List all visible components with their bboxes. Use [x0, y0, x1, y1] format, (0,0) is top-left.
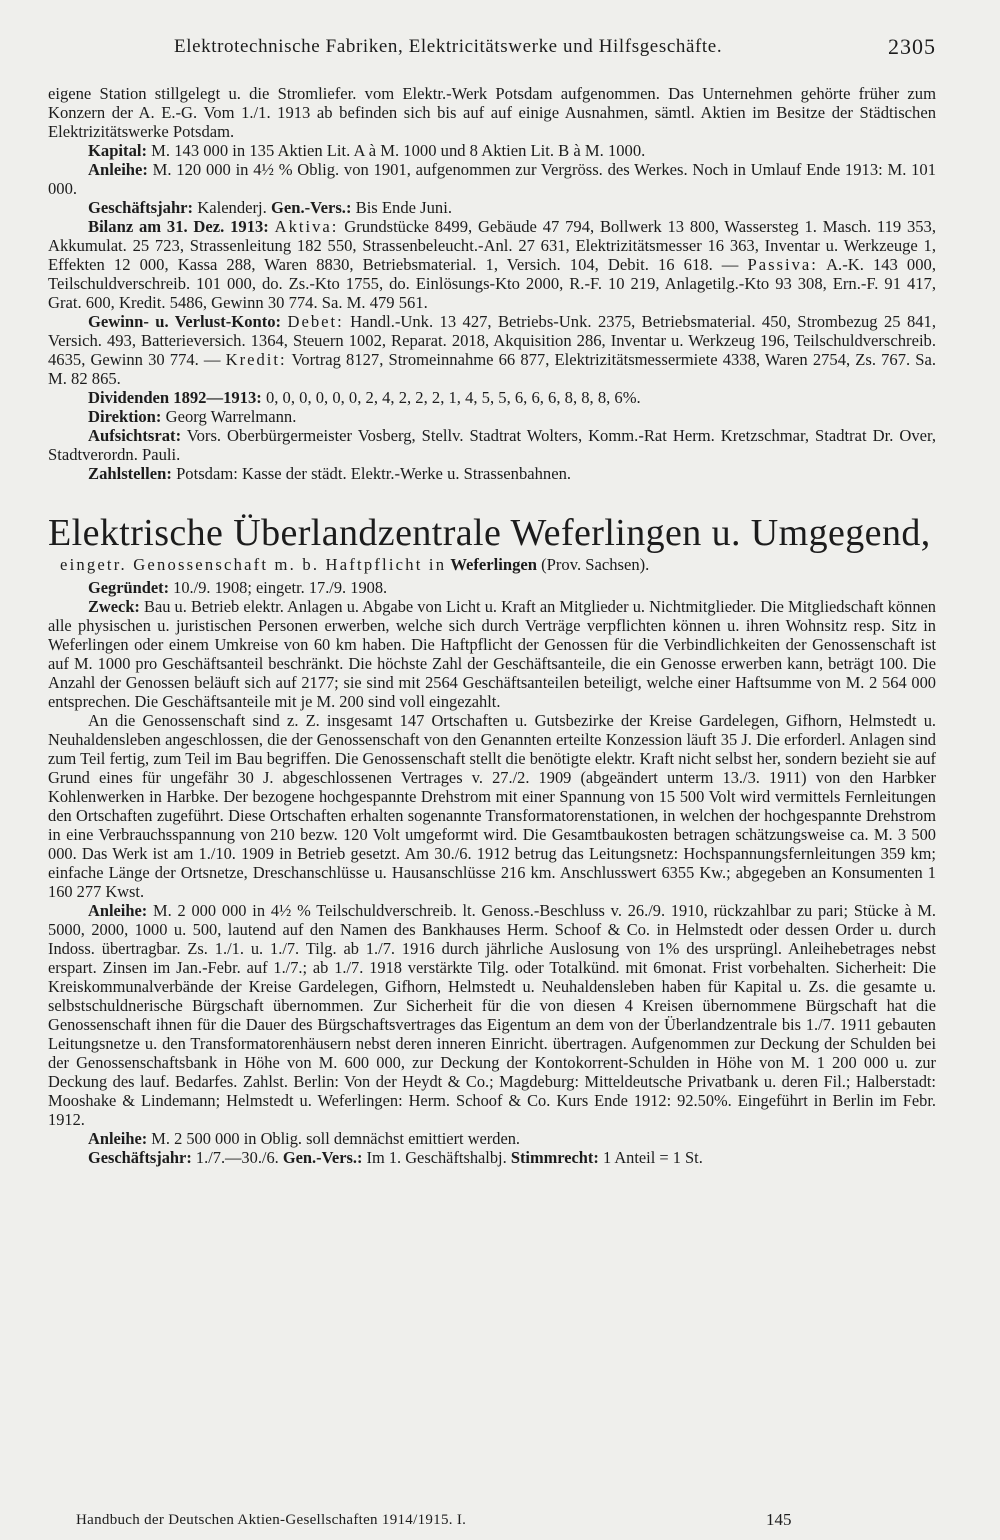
zweck-paragraph — [48, 597, 936, 711]
stimmrecht-label: Stimmrecht: — [510, 1148, 599, 1167]
aufsichtsrat-text: Vors. Oberbürgermeister Vosberg, Stellv. Stadtrat Wolters, Komm.-Rat Herm. Kretzschmar, Stadtrat Dr. Over, Stadtverordn. Pauli. — [48, 426, 936, 464]
aufsichtsrat-paragraph — [48, 426, 936, 464]
geschaeftsjahr-2-text: 1./7.—30./6. — [195, 1148, 279, 1167]
anleihe-2-paragraph — [48, 1129, 936, 1148]
anleihe-2-label: Anleihe: — [88, 1129, 148, 1148]
geschaeftsjahr-paragraph — [48, 198, 936, 217]
company-title: Elektrische Überlandzentrale Weferlingen u. Umgegend, — [48, 512, 931, 554]
aufsichtsrat-label: Aufsichtsrat: — [88, 426, 182, 445]
subtitle-region: (Prov. Sachsen). — [541, 555, 650, 574]
guv-paragraph — [48, 312, 936, 388]
ortschaften-paragraph: An die Genossenschaft sind z. Z. insgesamt 147 Ortschaften u. Gutsbezirke der Kreise Gardelegen, Gifhorn, Helmstedt u. Neuhaldensleben angeschlossen, die der Genossenschaft von den Genannten erteilte Konzession läuft 35 J. Die erforderl. Anlagen sind zum Teil fertig, zum Teil im Bau begriffen. Die Genossenschaft stellt die benötigte elektr. Kraft nicht selbst her, sondern bezieht sie auf Grund eines für ungefähr 30 J. abgeschlossenen Vertrages v. 27./2. 1909 (abgeändert unterm 13./3. 1911) von den Harbker Kohlenwerken in Harbke. Der bezogene hochgespannte Drehstrom mit einer Spannung von 15 500 Volt wird vermittels Fernleitungen den Ortschaften zugeführt. Diese Ortschaften erhalten sogenannte Transformatorenstationen, in welchen der hochgespannte Drehstrom in eine Verbrauchsspannung von 210 bezw. 120 Volt umgeformt wird. Die Gesamtbaukosten betragen schätzungsweise ca. M. 3 500 000. Das Werk ist am 1./10. 1909 in Betrieb gesetzt. Am 30./6. 1912 betrug das Leitungsnetz: Hochspannungsfernleitungen 359 km; einfache Länge der Ortsnetze, Dreschanschlüsse u. Hausanschlüsse 216 km. Anschlusswert 6355 Kw.; abgegeben an Konsumenten 1 160 277 Kwst. — [48, 711, 936, 901]
kredit-text: Vortrag 8127, Stromeinnahme 66 877, Elektrizitätsmessermiete 4338, Waren 2754, Zs. 767. Sa. M. 82 865. — [48, 350, 936, 388]
genvers-2-text: Im 1. Geschäftshalbj. — [366, 1148, 507, 1167]
kapital-paragraph — [48, 141, 936, 160]
kredit-label: Kredit: — [225, 350, 287, 369]
zweck-label: Zweck: — [88, 597, 140, 616]
footer-signature: 145 — [766, 1510, 792, 1529]
gegruendet-label: Gegründet: — [88, 578, 170, 597]
entry-potsdam-continuation — [48, 84, 936, 483]
footer-handbook-title: Handbuch der Deutschen Aktien-Gesellschaften 1914/1915. I. — [76, 1512, 467, 1528]
anleihe-paragraph — [48, 160, 936, 198]
anleihe-1-label: Anleihe: — [88, 901, 148, 920]
direktion-text: Georg Warrelmann. — [165, 407, 297, 426]
dividenden-paragraph — [48, 388, 936, 407]
passiva-text: A.-K. 143 000, Teilschuldverschreib. 101 000, do. Zs.-Kto 1755, do. Einlösungs-Kto 2000, R.-F. 10 219, Anlagetilg.-Kto 93 308, Ern.-F. 91 417, Grat. 600, Kredit. 5486, Gewinn 30 774. Sa. M. 479 561. — [48, 255, 936, 312]
gegruendet-paragraph — [48, 578, 936, 597]
subtitle-legal-form: eingetr. Genossenschaft m. b. Haftpflicht in — [60, 555, 447, 574]
zweck-text: Bau u. Betrieb elektr. Anlagen u. Abgabe von Licht u. Kraft an Mitglieder u. Nichtmitglieder. Die Mitgliedschaft können alle physischen u. juristischen Personen erwerben, welche sich durch Verträge verpflichten können u. ihren Wohnsitz resp. Sitz in Weferlingen oder einem Umkreise von 60 km haben. Die Haftpflicht der Genossen für die Verbindlichkeiten der Genossenschaft ist auf M. 1000 pro Geschäftsanteil beschränkt. Die höchste Zahl der Geschäftsanteile, die ein Genosse erwerben kann, beträgt 100. Die Anzahl der Genossen beläuft sich auf 2177; sie sind mit 2564 Geschäftsanteilen beteiligt, welche einer Haftsumme von M. 2 564 000 entsprechen. Die Geschäftsanteile mit je M. 200 sind voll eingezahlt. — [48, 597, 936, 711]
kapital-label: Kapital: — [88, 141, 148, 160]
subtitle-place: Weferlingen — [450, 555, 537, 574]
dividenden-text: 0, 0, 0, 0, 0, 0, 2, 4, 2, 2, 2, 1, 4, 5, 5, 6, 6, 6, 8, 8, 8, 6%. — [265, 388, 641, 407]
direktion-paragraph — [48, 407, 936, 426]
page-footer — [76, 1512, 936, 1534]
debet-label: Debet: — [287, 312, 344, 331]
zahlstellen-label: Zahlstellen: — [88, 464, 172, 483]
aktiva-label: Aktiva: — [274, 217, 339, 236]
dividenden-label: Dividenden 1892—1913: — [88, 388, 262, 407]
entry-weferlingen — [48, 578, 936, 1167]
bilanz-paragraph — [48, 217, 936, 312]
passiva-label: Passiva: — [747, 255, 818, 274]
running-title: Elektrotechnische Fabriken, Elektricitätswerke und Hilfsgeschäfte. — [174, 36, 723, 57]
guv-label: Gewinn- u. Verlust-Konto: — [88, 312, 282, 331]
geschaeftsjahr-label: Geschäftsjahr: — [88, 198, 194, 217]
bilanz-label: Bilanz am 31. Dez. 1913: — [88, 217, 269, 236]
zahlstellen-text: Potsdam: Kasse der städt. Elektr.-Werke u. Strassenbahnen. — [176, 464, 572, 483]
company-subtitle — [48, 555, 936, 574]
running-head — [48, 28, 936, 64]
zahlstellen-paragraph — [48, 464, 936, 483]
stimmrecht-text: 1 Anteil = 1 St. — [602, 1148, 703, 1167]
kapital-text: M. 143 000 in 135 Aktien Lit. A à M. 1000 und 8 Aktien Lit. B à M. 1000. — [151, 141, 646, 160]
page-number: 2305 — [888, 34, 936, 59]
geschaeftsjahr-2-paragraph — [48, 1148, 936, 1167]
genvers-text: Bis Ende Juni. — [355, 198, 452, 217]
anleihe-text: M. 120 000 in 4½ % Oblig. von 1901, aufgenommen zur Vergröss. des Werkes. Noch in Umlauf Ende 1913: M. 101 000. — [48, 160, 937, 198]
anleihe-1-paragraph — [48, 901, 936, 1129]
anleihe-label: Anleihe: — [88, 160, 148, 179]
genvers-2-label: Gen.-Vers.: — [282, 1148, 363, 1167]
anleihe-1-text: M. 2 000 000 in 4½ % Teilschuldverschreib. lt. Genoss.-Beschluss v. 26./9. 1910, rückzahlbar zu pari; Stücke à M. 5000, 2000, 1000 u. 500, lautend auf den Namen des Bankhauses Herm. Schoof & Co. in Helmstedt oder dessen Order u. durch Indoss. übertragbar. Zs. 1./1. u. 1./7. Tilg. ab 1./7. 1916 durch jährliche Auslosung von 1% des ursprüngl. Anleihebetrages nebst erspart. Zinsen im Jan.-Febr. auf 1./7.; ab 1./7. 1918 verstärkte Tilg. oder Totalkünd. mit 6monat. Frist vorbehalten. Sicherheit: Die Kreiskommunalverbände der Kreise Gardelegen, Gifhorn, Helmstedt u. Neuhaldensleben haben für Kapital u. Zs. die gesamte u. selbstschuldnerische Bürgschaft übernommen. Zur Sicherheit für die von diesen 4 Kreisen übernommene Bürgschaft hat die Genossenschaft ihnen für die Dauer des Bürgschaftsvertrages das Eigentum an dem von der Überlandzentrale bis 1./7. 1911 gebauten Leitungsnetze u. den Transformatorenhäusern nebst deren inneren Einricht. übertragen. Aufgenommen zur Deckung der Schulden bei der Genossenschaftsbank in Höhe von M. 600 000, zur Deckung der Kontokorrent-Schulden in Höhe von M. 1 200 000 u. zur Deckung des lauf. Bedarfes. Zahlst. Berlin: Von der Heydt & Co.; Magdeburg: Mitteldeutsche Privatbank u. deren Fil.; Halberstadt: Mooshake & Lindemann; Helmstedt u. Weferlingen: Herm. Schoof & Co. Kurs Ende 1912: 92.50%. Eingeführt in Berlin im Febr. 1912. — [48, 901, 936, 1129]
genvers-label: Gen.-Vers.: — [270, 198, 352, 217]
direktion-label: Direktion: — [88, 407, 162, 426]
geschaeftsjahr-text: Kalenderj. — [197, 198, 267, 217]
gegruendet-text: 10./9. 1908; eingetr. 17./9. 1908. — [173, 578, 388, 597]
geschaeftsjahr-2-label: Geschäftsjahr: — [88, 1148, 192, 1167]
debet-text: Handl.-Unk. 13 427, Betriebs-Unk. 2375, Betriebsmaterial. 450, Strombezug 25 841, Versich. 493, Batterieversich. 1364, Steuern 1002, Reparat. 2018, Akquisition 286, Inventar u. Werkzeug 196, Teilschuldverschreib. 4635, Gewinn 30 774. — — [48, 312, 937, 369]
anleihe-2-text: M. 2 500 000 in Oblig. soll demnächst emittiert werden. — [151, 1129, 521, 1148]
aktiva-text: Grundstücke 8499, Gebäude 47 794, Bollwerk 13 800, Wassersteg 1. Masch. 119 353, Akkumulat. 25 723, Strassenleitung 182 550, Strassenbeleucht.-Anl. 27 631, Elektrizitätsmesser 16 363, Inventar u. Werkzeuge 1, Effekten 12 000, Kassa 288, Waren 8830, Betriebsmaterial. 1, Versich. 104, Debit. 16 618. — — [48, 217, 937, 274]
intro-paragraph: eigene Station stillgelegt u. die Stromliefer. vom Elektr.-Werk Potsdam aufgenommen. Das Unternehmen gehörte früher zum Konzern der A. E.-G. Vom 1./1. 1913 ab befinden sich bis auf auf einige Ausnahmen, sämtl. Aktien im Besitze der Städtischen Elektrizitätswerke Potsdam. — [48, 84, 936, 141]
